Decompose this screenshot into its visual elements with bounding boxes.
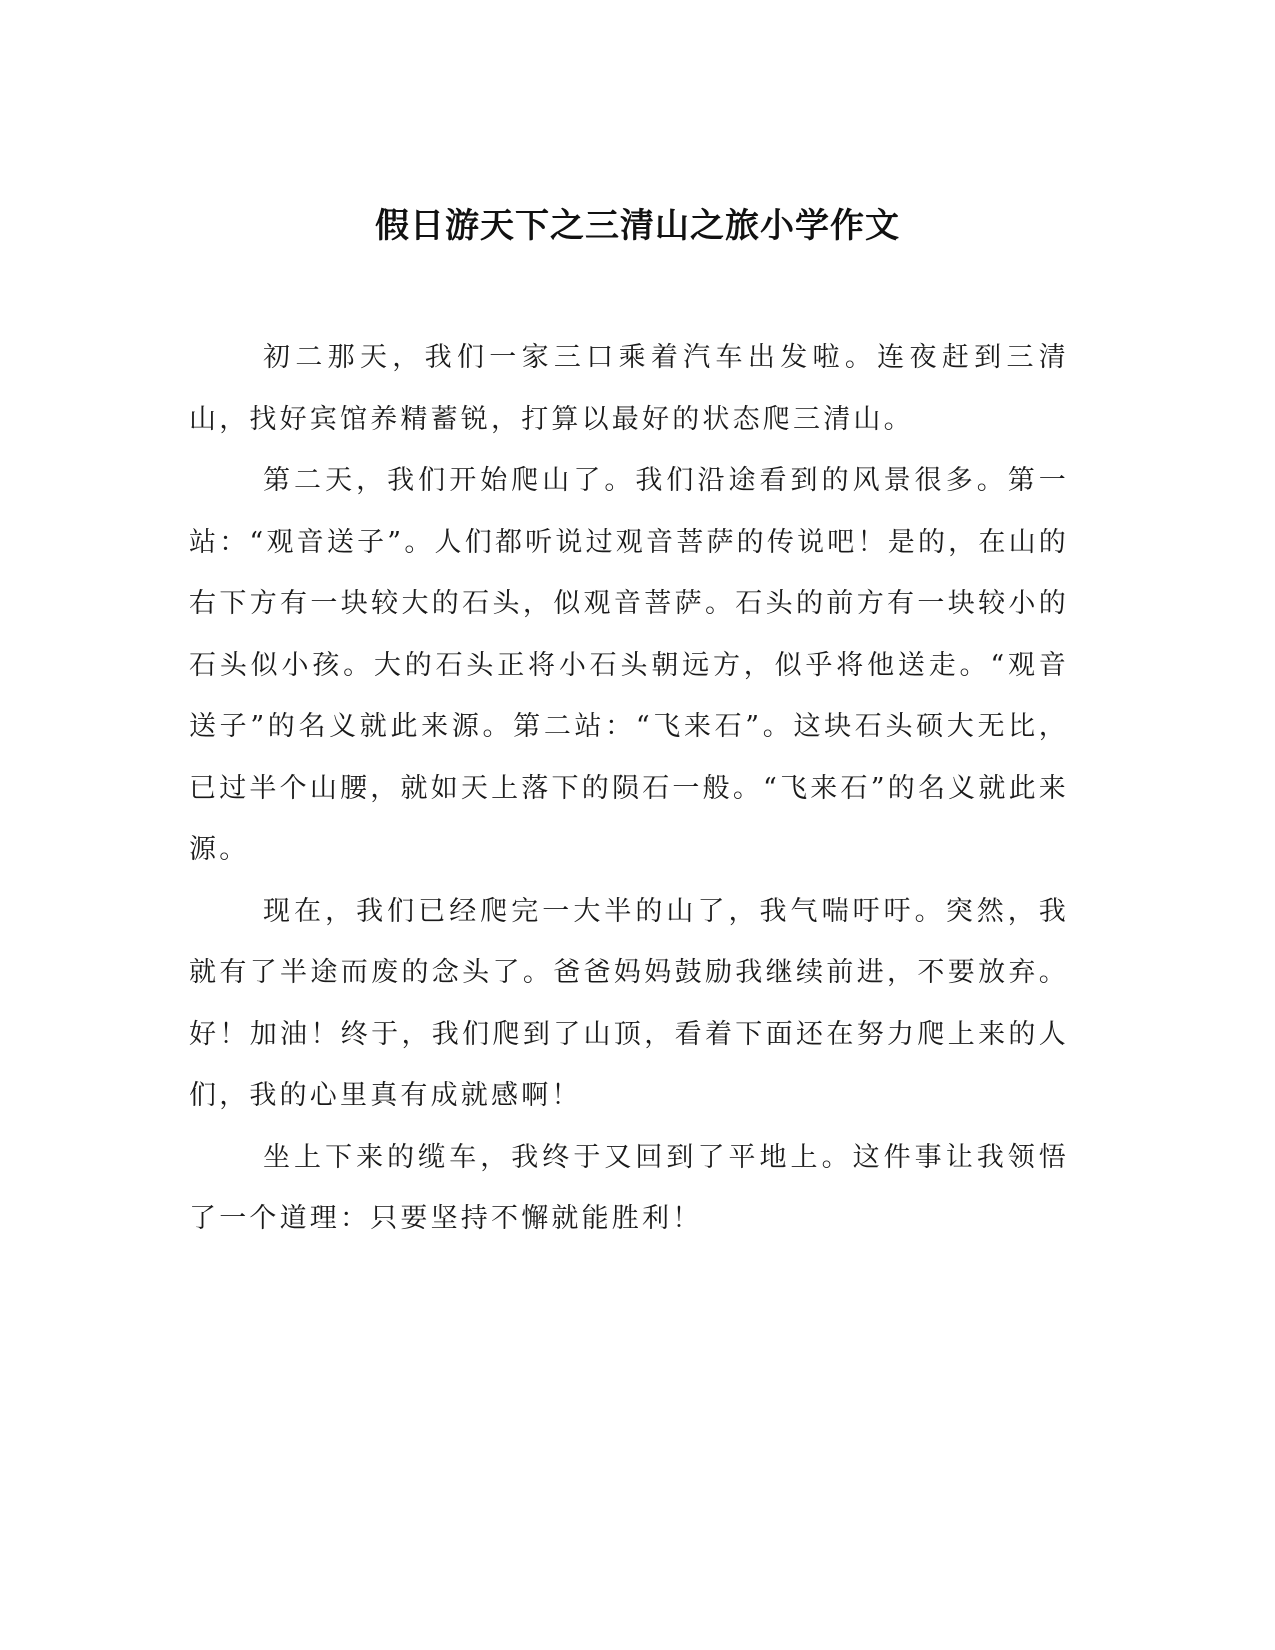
document-title: 假日游天下之三清山之旅小学作文 [375, 206, 900, 246]
paragraph: 第二天，我们开始爬山了。我们沿途看到的风景很多。第一站：“观音送子”。人们都听说过观音菩萨的传说吧！是的，在山的右下方有一块较大的石头，似观音菩萨。石头的前方有一块较小的石头似小孩。大的石头正将小石头朝远方，似乎将他送走。“观音送子”的名义就此来源。第二站：“飞来石”。这块石头硕大无比，已过半个山腰，就如天上落下的陨石一般。“飞来石”的名义就此来源。 [189, 465, 1069, 865]
paragraph: 坐上下来的缆车，我终于又回到了平地上。这件事让我领悟了一个道理：只要坚持不懈就能胜利！ [189, 1141, 1069, 1234]
document-body [189, 327, 1069, 1250]
paragraph: 现在，我们已经爬完一大半的山了，我气喘吁吁。突然，我就有了半途而废的念头了。爸爸妈妈鼓励我继续前进，不要放弃。好！加油！终于，我们爬到了山顶，看着下面还在努力爬上来的人们，我的心里真有成就感啊！ [189, 895, 1069, 1111]
paragraph: 初二那天，我们一家三口乘着汽车出发啦。连夜赶到三清山，找好宾馆养精蓄锐，打算以最好的状态爬三清山。 [189, 342, 1069, 435]
